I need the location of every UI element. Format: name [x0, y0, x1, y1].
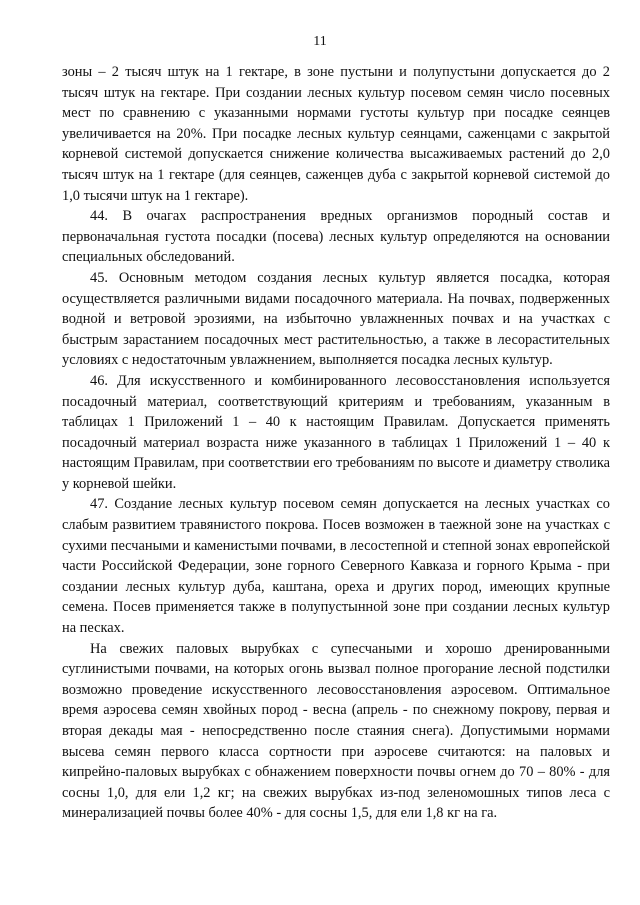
paragraph-continuation: зоны – 2 тысяч штук на 1 гектаре, в зоне пустыни и полупустыни допускается до 2 тысяч штук на гектаре. При создании лесных культур посевом семян число посевных мест по сравнению с указанными нормами густоты культур при посадке сеянцев увеличивается на 20%. При посадке лесных культур сеянцами, саженцами с закрытой корневой системой допускается снижение количества высаживаемых растений до 2,0 тысяч штук на 1 гектаре (для сеянцев, саженцев дуба с закрытой корневой системой до 1,0 тысячи штук на 1 гектаре). — [62, 64, 610, 204]
paragraph-47: 47. Создание лесных культур посевом семян допускается на лесных участках со слабым развитием травянистого покрова. Посев возможен в таежной зоне на участках с сухими песчаными и каменистыми почвами, в лесостепной и степной зонах европейской части Российской Федерации, зоне горного Северного Кавказа и горного Крыма - при создании лесных культур дуба, каштана, ореха и других пород, имеющих крупные семена. Посев применяется также в полупустынной зоне при создании лесных культур на песках. — [62, 496, 610, 637]
paragraph-44: 44. В очагах распространения вредных организмов породный состав и первоначальная густота посадки (посева) лесных культур определяются на основании специальных обследований. — [62, 208, 610, 266]
paragraph-aerial-seeding: На свежих паловых вырубках с супесчаными и хорошо дренированными суглинистыми почвами, на которых огонь вызвал полное прогорание лесной подстилки возможно проведение искусственного лесовосстановления аэросевом. Оптимальное время аэросева семян хвойных пород - весна (апрель - по снежному покрову, первая и вторая декады мая - непосредственно после стаяния снега). Допустимыми нормами высева семян первого класса сортности при аэросеве считаются: на паловых и кипрейно-паловых вырубках с обнажением поверхности почвы огнем до 70 – 80% - для сосны 1,0, для ели 1,2 кг; на свежих вырубках из-под зеленомошных типов леса с минерализацией почвы более 40% - для сосны 1,5, для ели 1,8 кг на га. — [62, 640, 610, 822]
page-number: 11 — [313, 34, 327, 49]
paragraph-45: 45. Основным методом создания лесных культур является посадка, которая осуществляется различными видами посадочного материала. На почвах, подверженных водной и ветровой эрозиями, на избыточно увлажненных почвах и на участках с быстрым зарастанием посадочных мест растительностью, а также в лесорастительных условиях с недостаточным увлажнением, выполняется посадка лесных культур. — [62, 269, 610, 369]
document-body — [62, 62, 610, 824]
paragraph-46: 46. Для искусственного и комбинированного лесовосстановления используется посадочный материал, соответствующий критериям и требованиям, указанным в таблицах 1 Приложений 1 – 40 к настоящим Правилам. Допускается применять посадочный материал возраста ниже указанного в таблицах 1 Приложений 1 – 40 к настоящим Правилам, при соответствии его требованиям по высоте и диаметру стволика у корневой шейки. — [62, 372, 610, 492]
